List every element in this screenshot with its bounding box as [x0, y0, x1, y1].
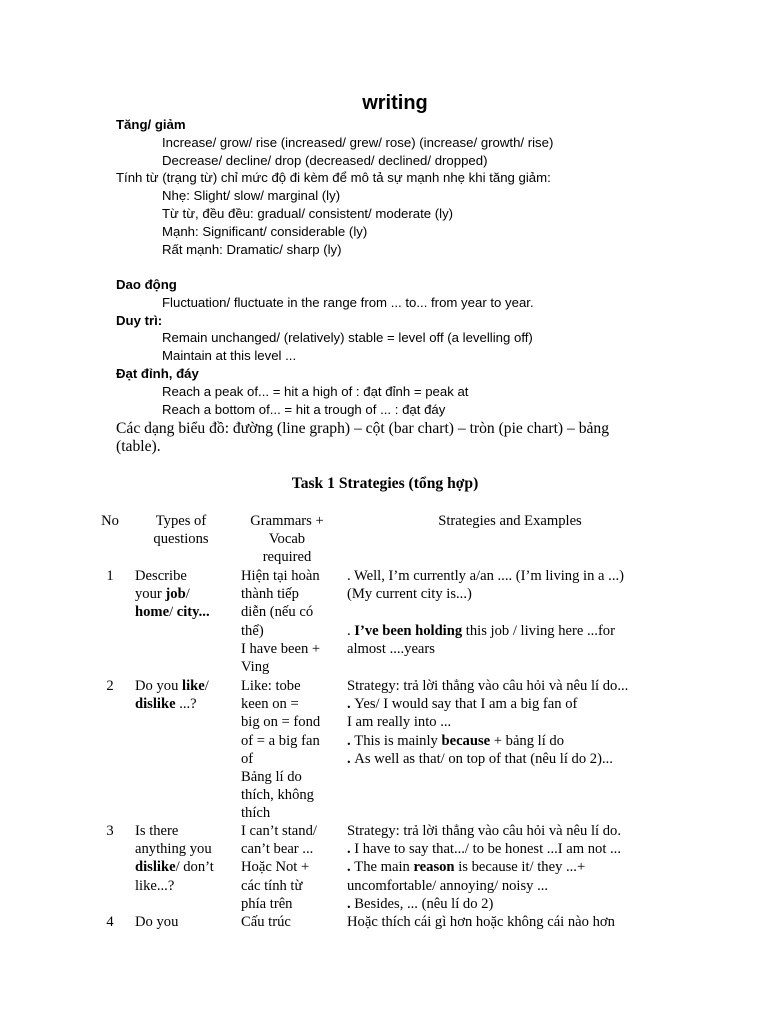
- cell-line: thể): [241, 622, 264, 639]
- section-title: Task 1 Strategies (tổng hợp): [291, 475, 479, 492]
- cell-line: [135, 822, 239, 840]
- text-run: This is mainly: [354, 732, 442, 749]
- cell-line: 4: [106, 914, 114, 930]
- cell-line: [135, 913, 239, 931]
- note-line: Mạnh: Significant/ considerable (ly): [162, 223, 368, 239]
- grammar-cell: [241, 822, 345, 913]
- cell-line: Cấu trúc: [241, 914, 291, 930]
- cell-line: I have been +: [241, 640, 321, 657]
- cell-line: Hiện tại hoàn: [241, 568, 320, 584]
- bold-text: reason: [413, 859, 455, 876]
- note-line: Remain unchanged/ (relatively) stable = level off (a levelling off): [162, 330, 533, 346]
- note-line: Rất mạnh: Dramatic/ sharp (ly): [162, 241, 342, 257]
- note-line: Tính từ (trạng từ) chỉ mức độ đi kèm để mô tả sự mạnh nhẹ khi tăng giảm:: [116, 170, 551, 186]
- note-line: Reach a peak of... = hit a high of : đạt đỉnh = peak at: [162, 383, 469, 399]
- strategy-cell: [347, 913, 677, 931]
- text-run: Do you: [135, 678, 183, 694]
- cell-line: [347, 622, 677, 640]
- text-run: /: [185, 586, 190, 603]
- text-run: I have to say that.../ to be honest ...I am not ...: [354, 841, 621, 858]
- cell-line: [347, 603, 677, 621]
- text-run: this job / living here ...for: [462, 622, 615, 639]
- intro-notes: [116, 116, 676, 418]
- page-title: writing: [362, 92, 428, 114]
- cell-line: Bảng lí do: [241, 769, 302, 786]
- text-run: Describe: [135, 568, 187, 584]
- strategy-cell: [347, 567, 677, 658]
- cell-line: [347, 713, 677, 731]
- row-number: [88, 567, 132, 585]
- cell-line: diễn (nếu có: [241, 604, 314, 621]
- cell-line: [347, 858, 677, 876]
- section-heading: Tăng/ giảm: [116, 117, 186, 132]
- grammar-cell: [241, 567, 345, 676]
- text-run: As well as that/ on top of that (nêu lí do 2)...: [354, 750, 613, 767]
- text-run: Is there: [135, 823, 179, 839]
- header-no: [88, 512, 132, 530]
- cell-line: 2: [106, 678, 114, 694]
- text-run: I am really into ...: [347, 714, 452, 731]
- cell-line: [135, 877, 239, 895]
- bold-text: because: [441, 732, 491, 749]
- bold-text: .: [347, 750, 355, 767]
- cell-line: big on = fond: [241, 714, 321, 731]
- cell-line: [347, 677, 677, 695]
- text-run: Strategy: trả lời thẳng vào câu hỏi và nêu lí do.: [347, 823, 621, 839]
- cell-line: keen on =: [241, 696, 299, 713]
- cell-line: [347, 750, 677, 768]
- cell-line: Hoặc Not +: [241, 859, 310, 876]
- cell-line: các tính từ: [241, 877, 303, 894]
- text-run: uncomfortable/ annoying/ noisy ...: [347, 877, 549, 894]
- note-line: Decrease/ decline/ drop (decreased/ declined/ dropped): [162, 152, 488, 168]
- row-number: [88, 677, 132, 695]
- bold-text: home: [135, 604, 170, 621]
- header-types: [130, 512, 232, 548]
- cell-line: Types of: [155, 513, 207, 529]
- cell-line: [347, 822, 677, 840]
- cell-line: Like: tobe: [241, 678, 301, 694]
- chart-types-line: Các dạng biểu đồ: đường (line graph) – cột (bar chart) – tròn (pie chart) – bảng: [116, 420, 610, 437]
- cell-line: of = a big fan: [241, 732, 320, 749]
- cell-line: of: [241, 750, 254, 767]
- cell-line: thích, không: [241, 787, 314, 804]
- cell-line: No: [101, 513, 119, 529]
- cell-line: [347, 640, 677, 658]
- note-line: Nhẹ: Slight/ slow/ marginal (ly): [162, 188, 341, 204]
- bold-text: dislike: [135, 859, 176, 876]
- header-grammar: [236, 512, 338, 567]
- text-run: like...?: [135, 877, 175, 894]
- bold-text: .: [347, 895, 355, 912]
- strategy-cell: [347, 822, 677, 913]
- cell-line: [347, 695, 677, 713]
- cell-line: Grammars +: [250, 513, 324, 529]
- cell-line: Strategies and Examples: [438, 513, 582, 529]
- bold-text: job: [165, 586, 186, 603]
- cell-line: I can’t stand/: [241, 823, 317, 839]
- text-run: (My current city is...): [347, 586, 472, 603]
- cell-line: [135, 603, 239, 621]
- section-heading: Dao động: [116, 276, 177, 292]
- cell-line: Vocab: [268, 531, 306, 548]
- text-run: /: [169, 604, 177, 621]
- cell-line: [347, 732, 677, 750]
- bold-text: I’ve been holding: [354, 622, 463, 639]
- text-run: almost ....years: [347, 640, 435, 657]
- cell-line: thành tiếp: [241, 586, 299, 603]
- text-run: . Well, I’m currently a/an .... (I’m living in a ...): [347, 568, 624, 584]
- cell-line: 1: [106, 568, 114, 584]
- cell-line: [347, 567, 677, 585]
- cell-line: 3: [106, 823, 114, 839]
- cell-line: [347, 913, 677, 931]
- section-heading: Đạt đỉnh, đáy: [116, 365, 199, 381]
- grammar-cell: [241, 677, 345, 823]
- question-type-cell: [135, 677, 239, 713]
- note-line: Increase/ grow/ rise (increased/ grew/ rose) (increase/ growth/ rise): [162, 134, 554, 150]
- cell-line: [347, 840, 677, 858]
- text-run: + bảng lí do: [490, 732, 565, 749]
- text-run: Hoặc thích cái gì hơn hoặc không cái nào hơn: [347, 914, 615, 930]
- text-run: Do you: [135, 914, 179, 930]
- text-run: / don’t: [175, 859, 214, 876]
- bold-text: .: [347, 696, 355, 713]
- cell-line: [135, 677, 239, 695]
- cell-line: thích: [241, 805, 271, 822]
- bold-text: dislike: [135, 696, 176, 713]
- text-run: is because it/ they ...+: [454, 859, 586, 876]
- text-run: .: [347, 622, 355, 639]
- chart-types-line: (table).: [116, 438, 161, 456]
- cell-line: Ving: [241, 659, 270, 676]
- cell-line: [347, 895, 677, 913]
- cell-line: [347, 585, 677, 603]
- blank-line: [116, 258, 676, 276]
- cell-line: [135, 585, 239, 603]
- bold-text: .: [347, 841, 355, 858]
- bold-text: city...: [176, 604, 210, 621]
- text-run: The main: [354, 859, 414, 876]
- cell-line: [135, 858, 239, 876]
- text-run: /: [204, 678, 209, 694]
- cell-line: can’t bear ...: [241, 841, 314, 858]
- section-heading: Duy trì:: [116, 312, 163, 328]
- grammar-cell: [241, 913, 345, 931]
- text-run: anything you: [135, 841, 212, 858]
- text-run: Besides, ... (nêu lí do 2): [354, 895, 494, 912]
- cell-line: phía trên: [241, 895, 293, 912]
- question-type-cell: [135, 567, 239, 622]
- bold-text: like: [182, 678, 205, 694]
- question-type-cell: [135, 822, 239, 895]
- row-number: [88, 913, 132, 931]
- note-line: Fluctuation/ fluctuate in the range from ... to... from year to year.: [162, 294, 534, 310]
- text-run: your: [135, 586, 166, 603]
- cell-line: [135, 695, 239, 713]
- note-line: Maintain at this level ...: [162, 348, 297, 364]
- header-strategies: [345, 512, 675, 530]
- cell-line: [135, 840, 239, 858]
- text-run: Strategy: trả lời thẳng vào câu hỏi và nêu lí do...: [347, 678, 629, 694]
- note-line: Reach a bottom of... = hit a trough of ... : đạt đáy: [162, 401, 446, 417]
- note-line: Từ từ, đều đều: gradual/ consistent/ moderate (ly): [162, 205, 454, 221]
- bold-text: .: [347, 859, 355, 876]
- cell-line: questions: [153, 531, 209, 548]
- cell-line: [135, 567, 239, 585]
- question-type-cell: [135, 913, 239, 931]
- text-run: Yes/ I would say that I am a big fan of: [354, 696, 578, 713]
- strategy-cell: [347, 677, 677, 768]
- chart-types-paragraph: [116, 420, 656, 457]
- text-run: ...?: [175, 696, 197, 713]
- cell-line: [347, 877, 677, 895]
- row-number: [88, 822, 132, 840]
- cell-line: required: [262, 549, 312, 566]
- bold-text: .: [347, 732, 355, 749]
